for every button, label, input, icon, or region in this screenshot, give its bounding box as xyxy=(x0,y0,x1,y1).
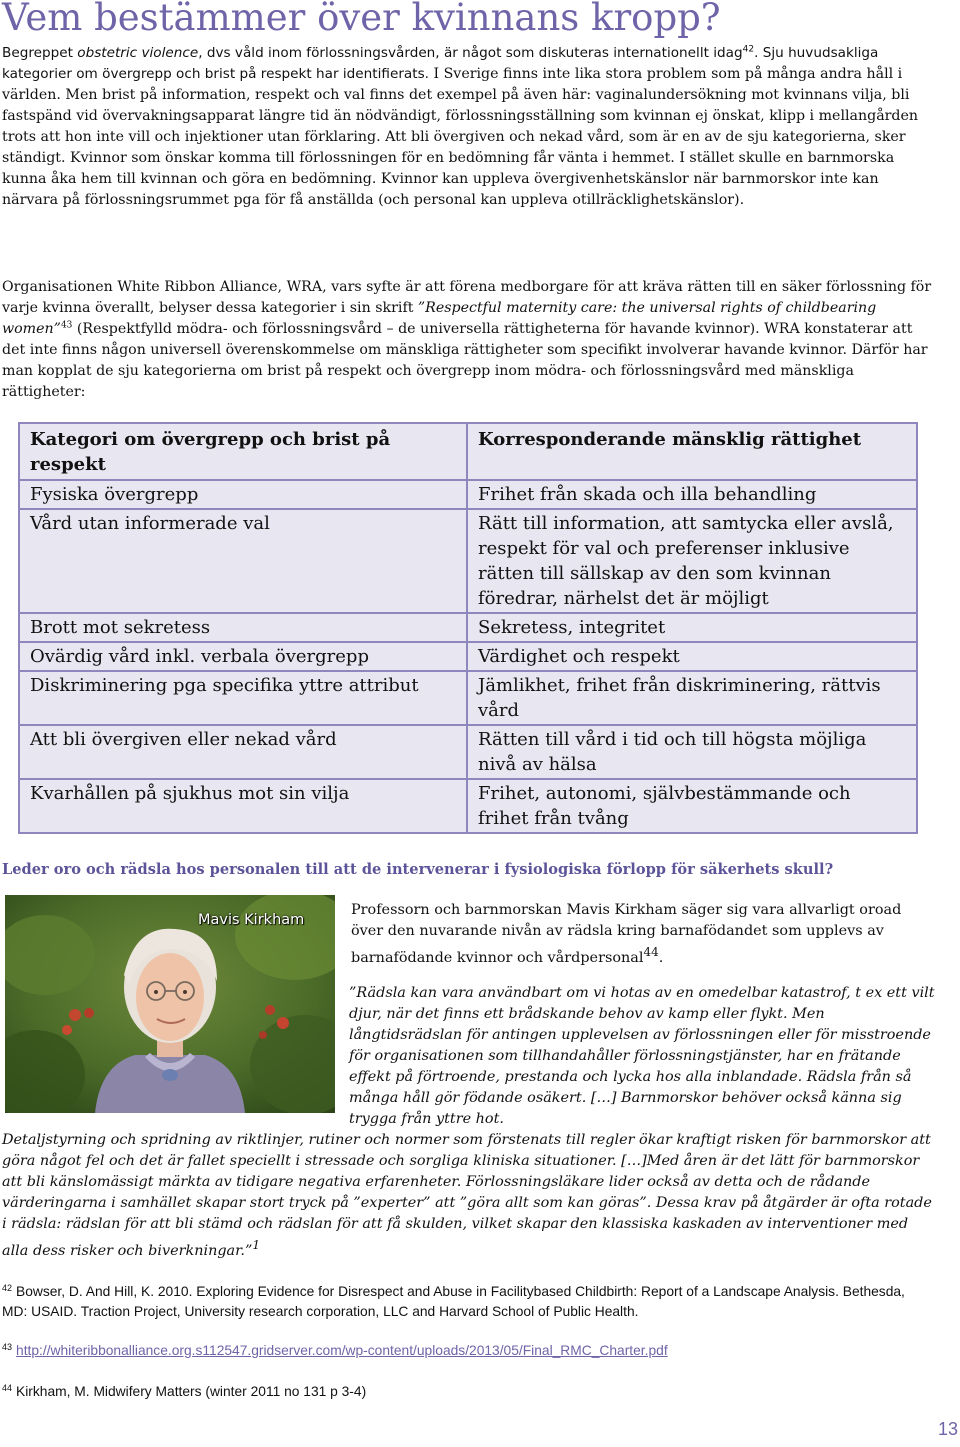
table-row xyxy=(19,613,917,642)
table-row xyxy=(19,480,917,509)
footnote-text: Kirkham, M. Midwifery Matters (winter 2011 no 131 p 3-4) xyxy=(16,1384,367,1399)
table-row xyxy=(19,779,917,833)
table-header-row xyxy=(19,423,917,480)
footnote-number: 43 xyxy=(2,1342,13,1352)
rights-table xyxy=(18,422,918,834)
term-obstetric-violence: obstetric violence xyxy=(77,45,199,61)
table-cell-category: Brott mot sekretess xyxy=(19,613,467,642)
wra-publication-title: ”Respectful maternity care: the universal rights of childbearing women” xyxy=(2,300,877,337)
footnote-text: Bowser, D. And Hill, K. 2010. Exploring Evidence for Disrespect and Abuse in Facilitybased Childbirth: Report of a Landscape Analysis. Bethesda, MD: USAID. Traction Project, University research corporation, LLC and Harvard School of Public Health. xyxy=(2,1284,905,1319)
intro-text-2: , dvs våld inom förlossningsvården, är något som diskuteras internationellt idag xyxy=(198,45,743,61)
footnote-link[interactable]: http://whiteribbonalliance.org.s112547.gridserver.com/wp-content/uploads/2013/05/Final_RMC_Charter.pdf xyxy=(16,1343,668,1358)
page-title: Vem bestämmer över kvinnans kropp? xyxy=(2,0,721,39)
kirkham-quote: ”Rädsla kan vara användbart om vi hotas av en omedelbar katastrof, t ex ett vilt djur, när det finns ett brådskande behov av kamp eller flykt. Men långtidsrädslan för antingen upplevelsen av förlossningen eller för misstroende för organisationen som tillhandahåller förlossningstjänster, har en frätande effekt på förtroende, prestanda och lycka hos alla inblandade. Rädsla från så många håll gör födande osäkert. […] Barnmorskor behöver också känna sig trygga från yttre hot. xyxy=(349,985,935,1127)
photo-caption: Mavis Kirkham xyxy=(198,912,305,928)
footnote-ref-42[interactable]: 42 xyxy=(742,44,755,55)
table-cell-right: Rätt till information, att samtycka eller avslå, respekt för val och preferenser inklusive rätten till sällskap av den som kvinnan föredrar, närhelst det är möjligt xyxy=(467,509,917,613)
kirkham-intro xyxy=(351,900,931,969)
kirkham-intro-end: . xyxy=(658,949,664,966)
table-cell-right: Jämlikhet, frihet från diskriminering, rättvis vård xyxy=(467,671,917,725)
footnote-number: 42 xyxy=(2,1283,13,1293)
quote-footnote-ref[interactable]: 1 xyxy=(252,1238,260,1252)
intro-text-4: I Sverige finns inte lika stora problem som på många andra håll i världen. Men brist på information, respekt och val finns det exempel på även här: vaginalundersökning mot kvinnans vilja, bli fastspänd vid övervakningsapparat längre tid än nödvändigt, förlossningsställning som kvinnan ej önskat, klipp i mellangården trots att hon inte vill och injektioner utan förklaring. Att bli övergiven och nekad vård, som är en av de sju kategorierna, sker ständigt. Kvinnor som önskar komma till förlossningen för en bedömning får vänta i hemmet. I stället skulle en barnmorska kunna åka hem till kvinnan och göra en bedömning. Kvinnor kan uppleva övergivenhetskänslor när barnmorskor inte kan närvara på förlossningsrummet pga för få anställda (och personal kan uppleva otillräcklighetskänslor). xyxy=(2,66,919,208)
table-cell-right: Frihet från skada och illa behandling xyxy=(467,480,917,509)
table-cell-right: Rätten till vård i tid och till högsta möjliga nivå av hälsa xyxy=(467,725,917,779)
wra-paragraph xyxy=(2,277,932,403)
table-cell-category: Kvarhållen på sjukhus mot sin vilja xyxy=(19,779,467,833)
table-cell-right: Värdighet och respekt xyxy=(467,642,917,671)
column-header-category: Kategori om övergrepp och brist på respekt xyxy=(19,423,467,480)
table-cell-category: Diskriminering pga specifika yttre attribut xyxy=(19,671,467,725)
section-heading: Leder oro och rädsla hos personalen till att de intervenerar i fysiologiska förlopp för säkerhets skull? xyxy=(2,861,834,878)
table-cell-category: Ovärdig vård inkl. verbala övergrepp xyxy=(19,642,467,671)
portrait-photo xyxy=(5,895,335,1113)
page-number: 13 xyxy=(937,1419,958,1439)
wra-text-2: (Respektfylld mödra- och förlossningsvård – de universella rättigheterna för havande kvinnor). WRA konstaterar att det inte finns någon universell överenskommelse om mänskliga rättigheter som specifikt involverar havande kvinnor. Därför har man kopplat de sju kategorierna om brist på respekt och övergrepp inom mödra- och förlossningsvård med mänskliga rättigheter: xyxy=(2,321,928,400)
footnote-44 xyxy=(2,1378,932,1402)
intro-text-1: Begreppet xyxy=(2,45,78,61)
table-row xyxy=(19,725,917,779)
table-row xyxy=(19,671,917,725)
kirkham-intro-text: Professorn och barnmorskan Mavis Kirkham säger sig vara allvarligt oroad över den nuvarande nivån av rädsla kring barnafödandet som upplevs av barnafödande kvinnor och vårdpersonal xyxy=(351,902,902,966)
footnote-number: 44 xyxy=(2,1383,13,1393)
table-cell-right: Frihet, autonomi, självbestämmande och frihet från tvång xyxy=(467,779,917,833)
kirkham-quote-continued xyxy=(2,1130,932,1262)
table-cell-category: Fysiska övergrepp xyxy=(19,480,467,509)
column-header-right: Korresponderande mänsklig rättighet xyxy=(467,423,917,480)
table-row xyxy=(19,509,917,613)
table-cell-category: Att bli övergiven eller nekad vård xyxy=(19,725,467,779)
table-cell-right: Sekretess, integritet xyxy=(467,613,917,642)
table-row xyxy=(19,642,917,671)
footnote-42 xyxy=(2,1278,932,1322)
intro-text-3: . Sju huvudsakliga kategorier om övergrepp och brist på respekt har identifierats. xyxy=(2,45,879,82)
footnote-ref-43[interactable]: 43 xyxy=(60,320,73,331)
footnote-ref-44[interactable]: 44 xyxy=(643,945,659,959)
wra-text-1: Organisationen White Ribbon Alliance, WRA, vars syfte är att förena medborgare för att kräva rätten till en säker förlossning för varje kvinna överallt, belyser dessa kategorier i sin skrift xyxy=(2,279,932,316)
footnote-43 xyxy=(2,1337,932,1361)
table-cell-category: Vård utan informerade val xyxy=(19,509,467,613)
kirkham-quote-text: Detaljstyrning och spridning av riktlinjer, rutiner och normer som förstenats till regler ökar kraftigt risken för barnmorskor att göra något fel och det är fallet speciellt i stressade och sorgliga kliniska situationer. […]Med åren är det lätt för barnmorskor att bli känslomässigt märkta av tidigare negativa erfarenheter. Förlossningsläkare lider också av detta och de rådande värderingarna i samhället skapar stort tryck på ”experter” att ”göra allt som kan göras”. Dessa krav på åtgärder är ofta rotade i rädsla: rädslan för att bli stämd och rädslan för att få skulden, vilket skapar den klassiska kaskaden av interventioner med alla dess risker och biverkningar.” xyxy=(2,1132,932,1259)
intro-paragraph xyxy=(2,43,932,211)
